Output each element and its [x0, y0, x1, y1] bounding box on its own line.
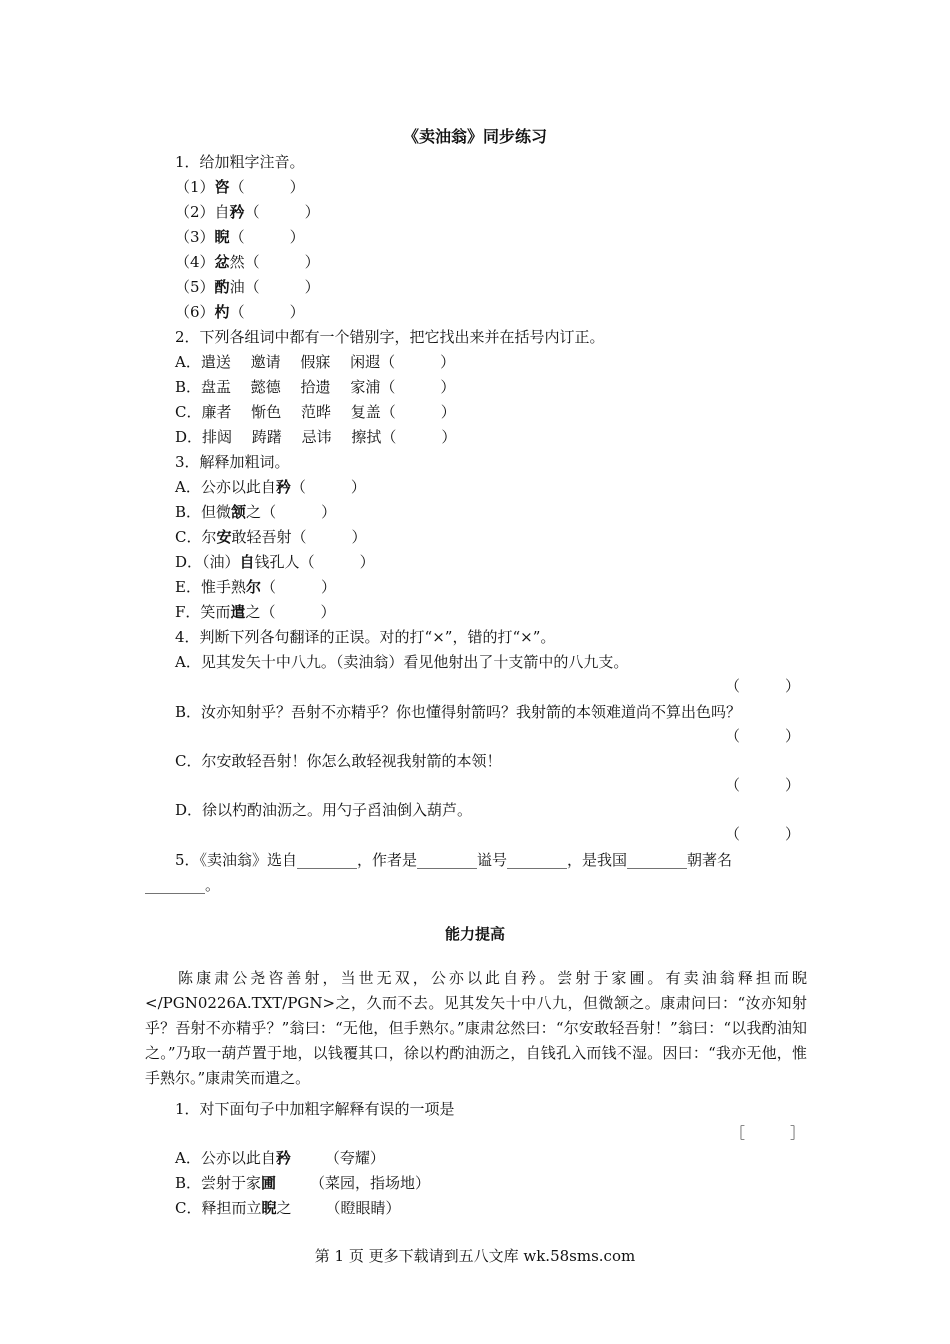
q3-item: A．公亦以此自矜（ ）: [175, 478, 366, 496]
q4-item: C．尔安敢轻吾射！你怎么敢轻视我射箭的本领！: [175, 752, 502, 770]
answer-paren: （ ）: [724, 677, 800, 695]
q3-item: B．但微颔之（ ）: [175, 503, 337, 521]
q1-item: （2）自矜（ ）: [175, 203, 320, 221]
answer-paren: （ ）: [724, 727, 800, 745]
q1-item: （4）忿然（ ）: [175, 253, 320, 271]
q2-item: A．遣送 邀请 假寐 闲遐（ ）: [175, 353, 456, 371]
s2-option: C．释担而立睨之 （瞪眼睛）: [175, 1199, 401, 1217]
q5-line: 5．《卖油翁》选自________，作者是________谥号________，是我国________朝著名: [175, 851, 733, 869]
answer-paren: （ ）: [724, 776, 800, 794]
s2-option: A．公亦以此自矜 （夸耀）: [175, 1149, 385, 1167]
q4-item: A．见其发矢十中八九。（卖油翁）看见他射出了十支箭中的八九支。: [175, 653, 629, 671]
answer-bracket: ［ ］: [729, 1124, 805, 1142]
page-title: 《卖油翁》同步练习: [402, 127, 547, 146]
page-footer: 第 1 页 更多下载请到五八文库 wk.58sms.com: [314, 1247, 636, 1265]
q4-stem: 4．判断下列各句翻译的正误。对的打“×”，错的打“×”。: [175, 628, 556, 646]
s2-option: B．尝射于家圃 （菜园，指场地）: [175, 1174, 431, 1192]
q5-line: ________。: [145, 876, 221, 894]
q2-item: C．廉者 惭色 范晔 复盖（ ）: [175, 403, 456, 421]
q4-item: D．徐以杓酌油沥之。用勺子舀油倒入葫芦。: [175, 801, 473, 819]
q1-item: （5）酌油（ ）: [175, 278, 320, 296]
q4-item: B．汝亦知射乎？吾射不亦精乎？你也懂得射箭吗？我射箭的本领难道尚不算出色吗？: [175, 703, 742, 721]
q1-item: （6）杓（ ）: [175, 303, 305, 321]
q3-item: D．（油）自钱孔人（ ）: [175, 553, 375, 571]
s2-q1-stem: 1．对下面句子中加粗字解释有误的一项是: [175, 1100, 455, 1118]
q1-item: （3）睨（ ）: [175, 228, 305, 246]
q3-item: F．笑而遣之（ ）: [175, 603, 336, 621]
passage: 陈康肃公尧咨善射，当世无双，公亦以此自矜。尝射于家圃。有卖油翁释担而睨</PGN0226A.TXT/PGN>之，久而不去。见其发矢十中八九，但微颔之。康肃问曰：“汝亦知射乎？吾射不亦精乎？”翁曰：“无他，但手熟尔。”康肃忿然曰：“尔安敢轻吾射！”翁曰：“以我酌油知之。”乃取一葫芦置于地，以钱覆其口，徐以杓酌油沥之，自钱孔入而钱不湿。因曰：“我亦无他，惟手熟尔。”康肃笑而遣之。: [145, 969, 807, 1087]
q1-item: （1）咨（ ）: [175, 178, 305, 196]
answer-paren: （ ）: [724, 825, 800, 843]
q3-item: C．尔安敢轻吾射（ ）: [175, 528, 367, 546]
q2-item: D．排闼 踌躇 忌讳 擦拭（ ）: [175, 428, 457, 446]
section-title: 能力提高: [444, 925, 505, 943]
q2-stem: 2．下列各组词中都有一个错别字，把它找出来并在括号内订正。: [175, 328, 605, 346]
q1-stem: 1．给加粗字注音。: [175, 153, 305, 171]
q3-item: E．惟手熟尔（ ）: [175, 578, 336, 596]
q3-stem: 3．解释加粗词。: [175, 453, 290, 471]
q2-item: B．盘盂 懿德 拾遗 家浦（ ）: [175, 378, 456, 396]
